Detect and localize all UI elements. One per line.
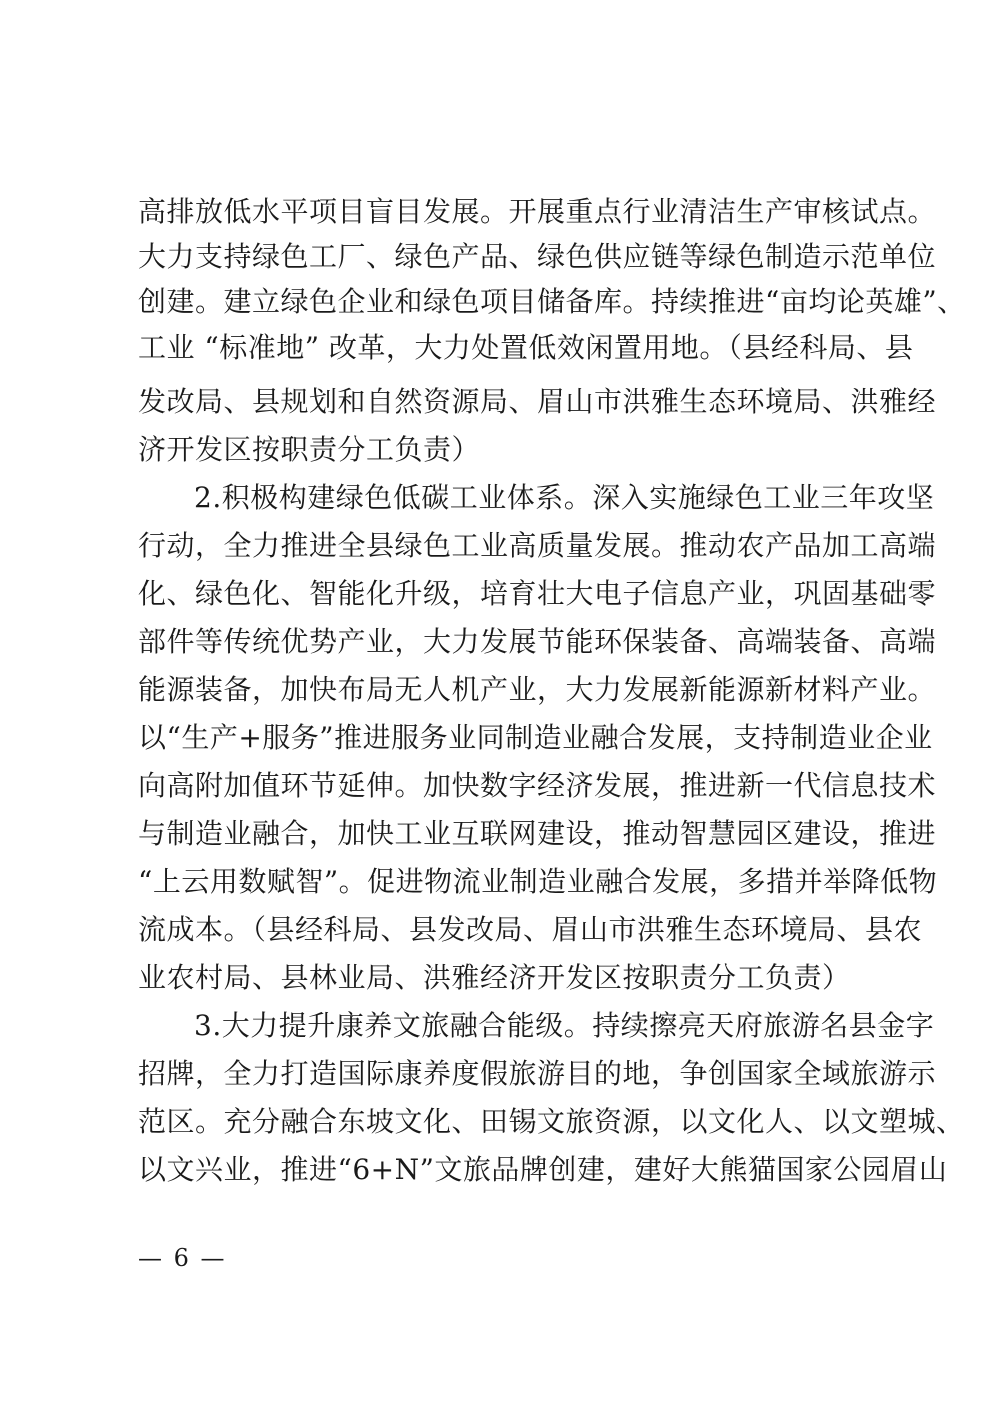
text-line: 与制造业融合，加快工业互联网建设，推动智慧园区建设，推进 <box>138 817 937 850</box>
text-line: 工业 “标准地” 改革，大力处置低效闲置用地。（县经科局、县 <box>138 331 914 364</box>
text-line: 行动，全力推进全县绿色工业高质量发展。推动农产品加工高端 <box>138 529 937 562</box>
text-line: 化、绿色化、智能化升级，培育壮大电子信息产业，巩固基础零 <box>138 577 937 610</box>
page-number: — 6 — <box>138 1244 227 1272</box>
text-line: 高排放低水平项目盲目发展。开展重点行业清洁生产审核试点。 <box>138 195 937 228</box>
text-line: 业农村局、县林业局、洪雅经济开发区按职责分工负责） <box>138 961 851 994</box>
text-line: 大力支持绿色工厂、绿色产品、绿色供应链等绿色制造示范单位 <box>138 240 937 273</box>
text-line: 招牌，全力打造国际康养度假旅游目的地，争创国家全域旅游示 <box>138 1057 937 1090</box>
text-line: 创建。建立绿色企业和绿色项目储备库。持续推进“亩均论英雄”、 <box>138 285 966 318</box>
text-line: 范区。充分融合东坡文化、田锡文旅资源，以文化人、以文塑城、 <box>138 1105 965 1138</box>
paragraph-first-line: 2.积极构建绿色低碳工业体系。深入实施绿色工业三年攻坚 <box>194 481 935 514</box>
text-line: 济开发区按职责分工负责） <box>138 433 481 466</box>
text-line: 向高附加值环节延伸。加快数字经济发展，推进新一代信息技术 <box>138 769 937 802</box>
text-line: 以文兴业，推进“6+N”文旅品牌创建，建好大熊猫国家公园眉山 <box>138 1153 948 1186</box>
text-line: 发改局、县规划和自然资源局、眉山市洪雅生态环境局、洪雅经 <box>138 385 937 418</box>
text-line: 部件等传统优势产业，大力发展节能环保装备、高端装备、高端 <box>138 625 937 658</box>
text-line: 能源装备，加快布局无人机产业，大力发展新能源新材料产业。 <box>138 673 937 706</box>
text-line: “上云用数赋智”。促进物流业制造业融合发展，多措并举降低物 <box>138 865 938 898</box>
text-line: 流成本。（县经科局、县发改局、眉山市洪雅生态环境局、县农 <box>138 913 923 946</box>
text-line: 以“生产+服务”推进服务业同制造业融合发展，支持制造业企业 <box>138 721 933 754</box>
paragraph-first-line: 3.大力提升康养文旅融合能级。持续擦亮天府旅游名县金字 <box>194 1009 935 1042</box>
